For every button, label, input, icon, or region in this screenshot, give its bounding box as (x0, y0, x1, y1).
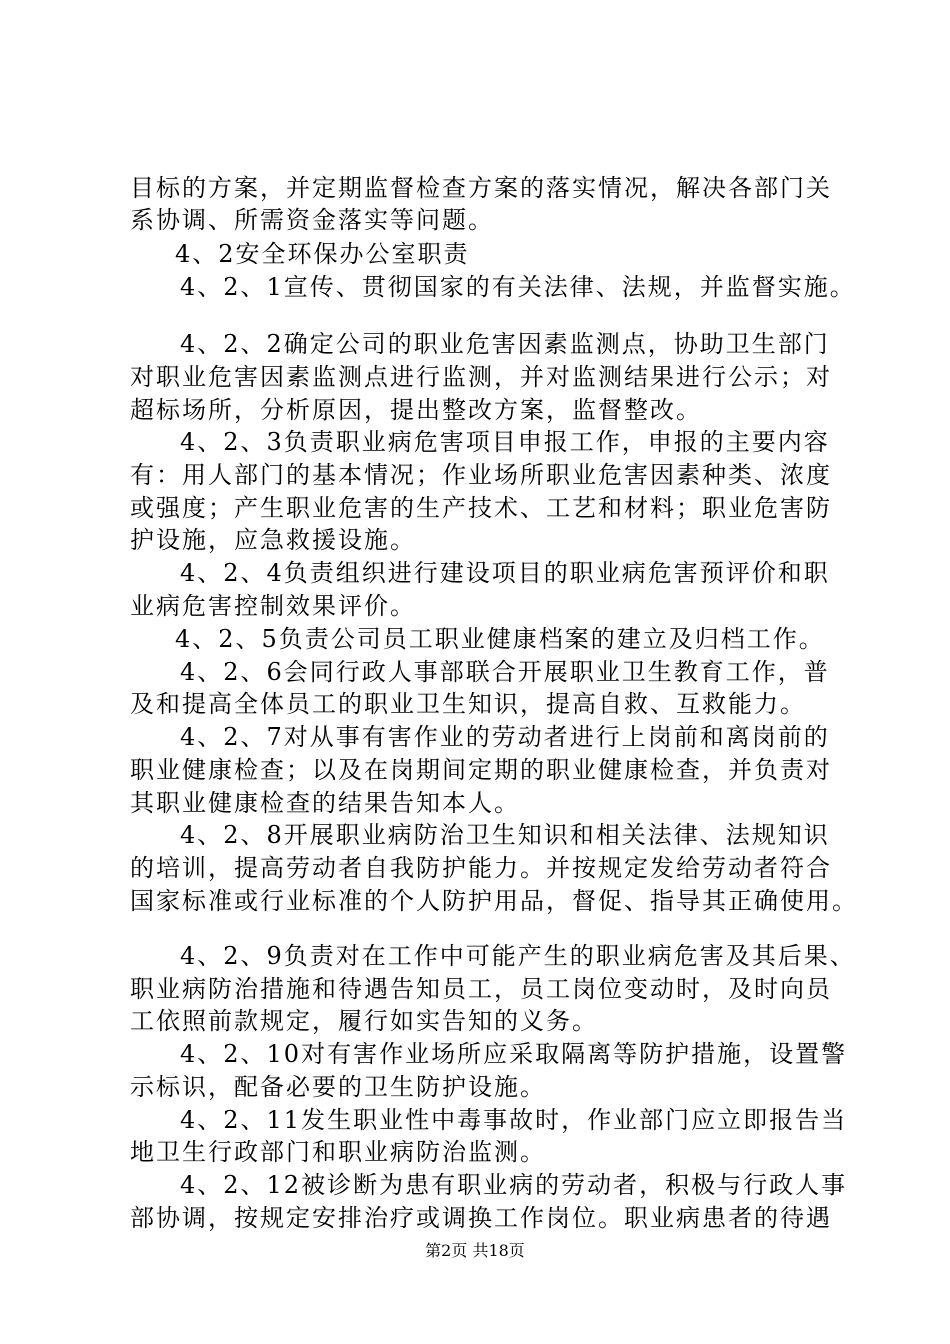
text-line: 目标的方案，并定期监督检查方案的落实情况，解决各部门关 (130, 174, 832, 202)
text-line: 系协调、所需资金落实等问题。 (130, 206, 494, 234)
text-line: 部协调，按规定安排治疗或调换工作岗位。职业病患者的待遇 (130, 1204, 832, 1232)
text-line: 4、2、10对有害作业场所应采取隔离等防护措施，设置警 (180, 1040, 848, 1068)
text-line: 国家标准或行业标准的个人防护用品，督促、指导其正确使用。 (130, 887, 858, 915)
text-line: 及和提高全体员工的职业卫生知识，提高自救、互救能力。 (130, 690, 806, 718)
text-line: 护设施，应急救援设施。 (130, 526, 416, 554)
text-line: 4、2、8开展职业病防治卫生知识和相关法律、法规知识 (180, 821, 830, 849)
text-line: 4、2、11发生职业性中毒事故时，作业部门应立即报告当 (180, 1106, 848, 1134)
text-line: 4、2、5负责公司员工职业健康档案的建立及归档工作。 (175, 625, 825, 653)
text-line: 4、2、1宣传、贯彻国家的有关法律、法规，并监督实施。 (180, 273, 856, 301)
text-line: 4、2、4负责组织进行建设项目的职业病危害预评价和职 (180, 559, 830, 587)
text-line: 职业健康检查；以及在岗期间定期的职业健康检查，并负责对 (130, 756, 832, 784)
text-line: 的培训，提高劳动者自我防护能力。并按规定发给劳动者符合 (130, 854, 832, 882)
text-line: 职业病防治措施和待遇告知员工，员工岗位变动时，及时向员 (130, 975, 832, 1003)
text-line: 有：用人部门的基本情况；作业场所职业危害因素种类、浓度 (130, 461, 832, 489)
text-line: 4、2、12被诊断为患有职业病的劳动者，积极与行政人事 (180, 1171, 848, 1199)
text-line: 4、2、2确定公司的职业危害因素监测点，协助卫生部门 (180, 330, 830, 358)
text-line: 4、2、6会同行政人事部联合开展职业卫生教育工作，普 (180, 658, 830, 686)
text-line: 对职业危害因素监测点进行监测，并对监测结果进行公示；对 (130, 363, 832, 391)
section-heading: 4、2安全环保办公室职责 (175, 240, 470, 268)
page-footer: 第2页 共18页 (425, 1241, 525, 1260)
text-line: 业病危害控制效果评价。 (130, 592, 416, 620)
text-line: 4、2、3负责职业病危害项目申报工作，申报的主要内容 (180, 428, 830, 456)
text-line: 4、2、9负责对在工作中可能产生的职业病危害及其后果、 (180, 942, 856, 970)
text-line: 4、2、7对从事有害作业的劳动者进行上岗前和离岗前的 (180, 723, 830, 751)
text-line: 超标场所，分析原因，提出整改方案，监督整改。 (130, 396, 702, 424)
text-line: 其职业健康检查的结果告知本人。 (130, 789, 520, 817)
text-line: 地卫生行政部门和职业病防治监测。 (130, 1138, 546, 1166)
text-line: 工依照前款规定，履行如实告知的义务。 (130, 1007, 598, 1035)
text-line: 示标识，配备必要的卫生防护设施。 (130, 1073, 546, 1101)
text-line: 或强度；产生职业危害的生产技术、工艺和材料；职业危害防 (130, 494, 832, 522)
